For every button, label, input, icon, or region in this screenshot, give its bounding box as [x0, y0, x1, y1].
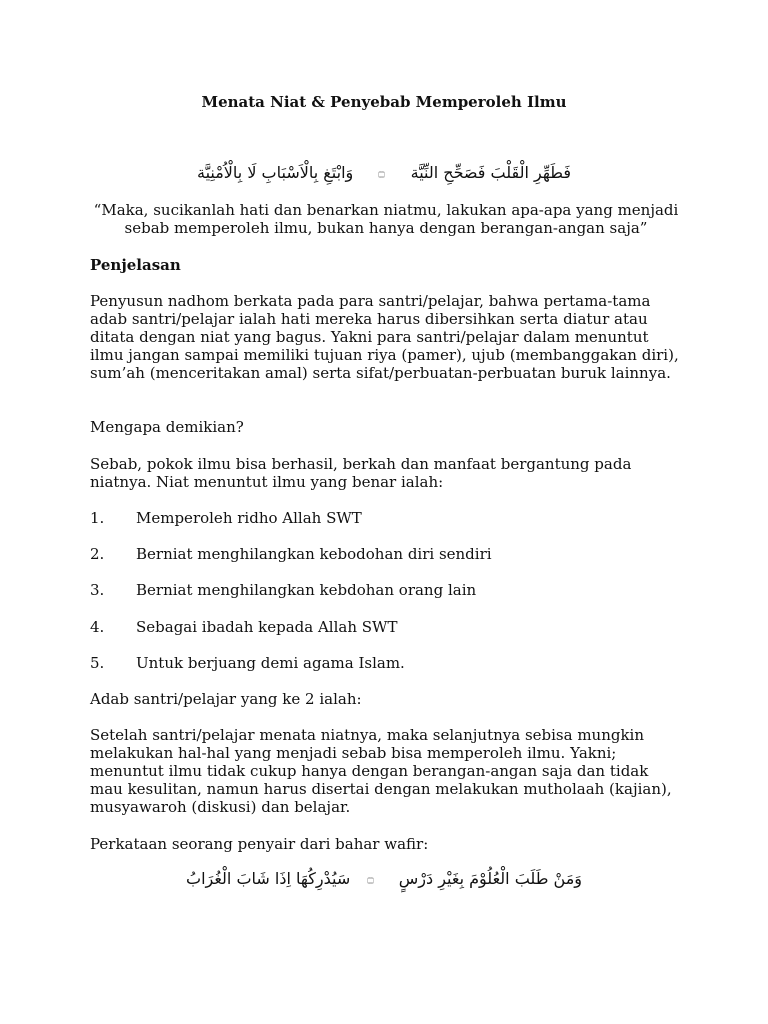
list-number: 2.: [90, 545, 105, 563]
verse-translation-quote: “Maka, sucikanlah hati dan benarkan niatmu, lakukan apa-apa yang menjadi sebab memperoleh ilmu, bukan hanya dengan berangan-angan saja”: [93, 201, 679, 237]
adab-second-heading: Adab santri/pelajar yang ke 2 ialah:: [90, 690, 362, 708]
list-text: Untuk berjuang demi agama Islam.: [136, 654, 405, 672]
verse-2-second-half: سَيُدْرِكُهَا اِذَا شَابَ الْغُرَابُ: [186, 869, 351, 888]
list-text: Sebagai ibadah kepada Allah SWT: [136, 618, 398, 636]
verse-separator-icon: ۝: [367, 871, 375, 885]
paragraph-explanation: Penyusun nadhom berkata pada para santri/pelajar, bahwa pertama-tama adab santri/pelajar ialah hati mereka harus dibersihkan serta diatur atau ditata dengan niat yang bagus. Yakni para santri/pelajar dalam menuntut ilmu jangan sampai memiliki tujuan riya (pamer), ujub (membanggakan diri), sum’ah (menceritakan amal) serta sifat/perbuatan-perbuatan buruk lainnya.: [90, 292, 679, 382]
verse-1-second-half: وَابْتَغِ بِالْاَسْبَابِ لَا بِالْاُمْنِيَّة: [197, 163, 354, 182]
list-text: Memperoleh ridho Allah SWT: [136, 509, 362, 527]
paragraph-adab-second: Setelah santri/pelajar menata niatnya, maka selanjutnya sebisa mungkin melakukan hal-hal yang menjadi sebab bisa memperoleh ilmu. Yakni; menuntut ilmu tidak cukup hanya dengan berangan-angan saja dan tidak mau kesulitan, namun harus disertai dengan melakukan mutholaah (kajian), musyawaroh (diskusi) dan belajar.: [90, 726, 672, 816]
verse-2-first-half: وَمَنْ طَلَبَ الْعُلُوْمَ بِغَيْرِ دَرْسٍ: [398, 869, 582, 888]
list-text: Berniat menghilangkan kebodohan diri sendiri: [136, 545, 492, 563]
list-number: 1.: [90, 509, 105, 527]
list-number: 5.: [90, 654, 105, 672]
section-heading: Penjelasan: [90, 256, 181, 274]
verse-1-first-half: فَطَهِّرِ الْقَلْبَ فَصَحِّحِ النِّيَّة: [410, 163, 571, 182]
question-text: Mengapa demikian?: [90, 418, 244, 436]
poet-intro: Perkataan seorang penyair dari bahar wafir:: [90, 835, 429, 853]
verse-separator-icon: ۝: [378, 165, 386, 179]
document-title: Menata Niat & Penyebab Memperoleh Ilmu: [201, 93, 567, 111]
paragraph-reason: Sebab, pokok ilmu bisa berhasil, berkah dan manfaat bergantung pada niatnya. Niat menuntut ilmu yang benar ialah:: [90, 455, 632, 491]
list-number: 3.: [90, 581, 105, 599]
list-number: 4.: [90, 618, 105, 636]
arabic-verse-1: [0, 163, 768, 193]
list-text: Berniat menghilangkan kebdohan orang lain: [136, 581, 477, 599]
arabic-verse-2: [0, 869, 768, 899]
